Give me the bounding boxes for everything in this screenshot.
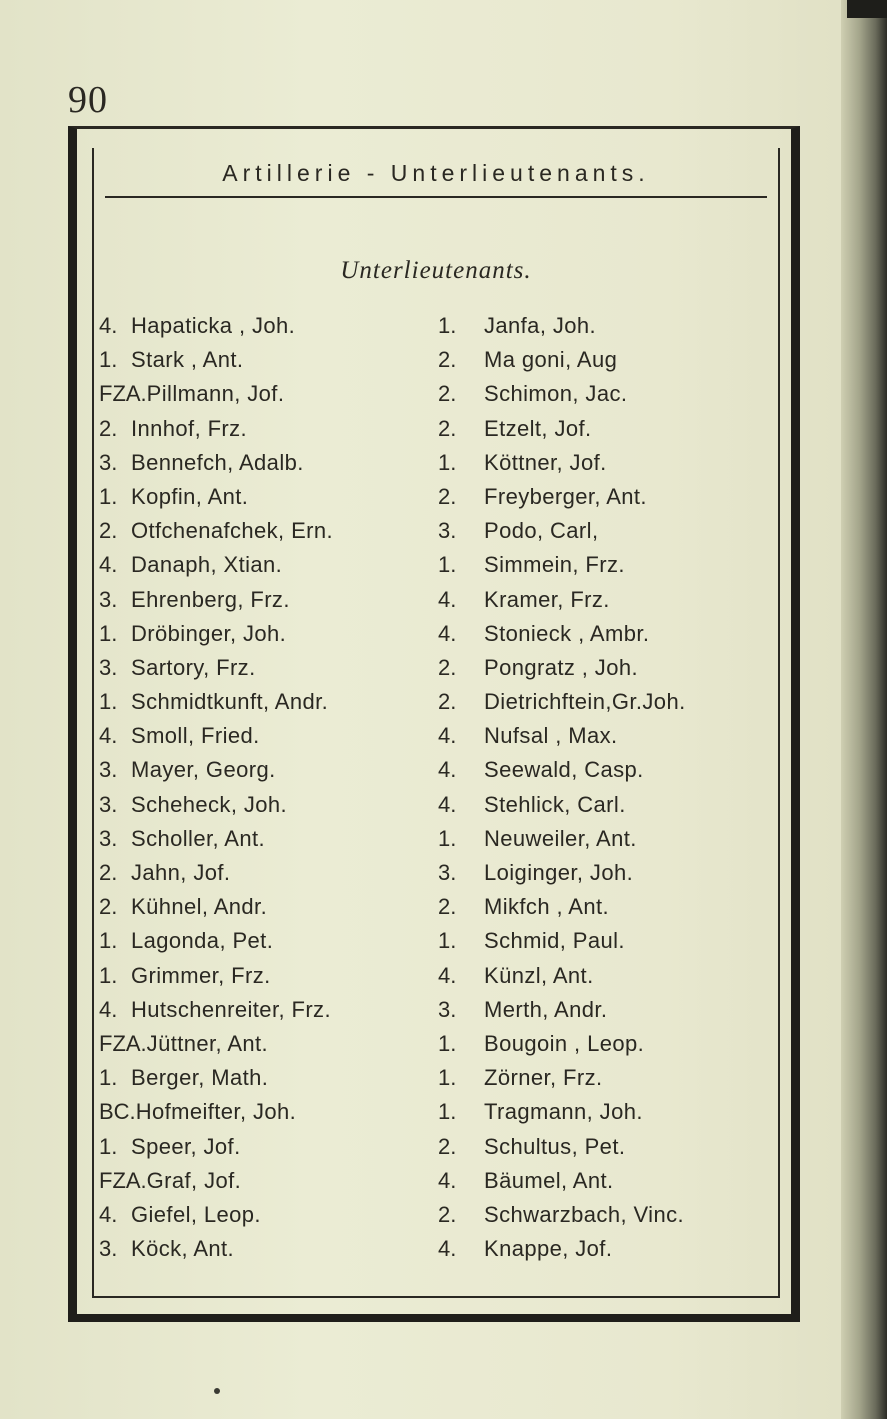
- entry-number: 1.: [99, 1065, 118, 1091]
- entry-name: Podo, Carl,: [484, 518, 599, 544]
- list-item: [438, 446, 686, 480]
- entry-number: 4.: [438, 586, 457, 612]
- list-item: [438, 1095, 686, 1129]
- list-item: [438, 412, 686, 446]
- entry-number: 4.: [99, 996, 118, 1022]
- header-rule: [105, 196, 767, 198]
- list-item: [438, 548, 686, 582]
- list-item: [438, 1164, 686, 1198]
- entry-name: Innhof, Frz.: [131, 415, 248, 441]
- entry-name: Janfa, Joh.: [484, 313, 597, 338]
- entry-name: Berger, Math.: [131, 1065, 269, 1091]
- list-item: [99, 685, 333, 719]
- list-item: [99, 446, 333, 480]
- entry-number: 2.: [438, 1133, 457, 1159]
- list-item: [438, 822, 686, 856]
- list-item: [99, 583, 333, 617]
- entry-name: Kopfin, Ant.: [131, 483, 249, 509]
- list-item: [99, 343, 333, 377]
- page-number: 90: [68, 79, 108, 121]
- entry-name: Jahn, Jof.: [131, 860, 231, 885]
- entry-number: 1.: [438, 825, 457, 851]
- entry-name: Simmein, Frz.: [484, 552, 625, 578]
- entry-number: 1.: [438, 1065, 457, 1091]
- list-item: [99, 959, 333, 993]
- list-item: [99, 1164, 333, 1198]
- entry-name: Giefel, Leop.: [131, 1201, 261, 1227]
- entry-number: 4.: [438, 962, 457, 988]
- entry-name: Knappe, Jof.: [484, 1236, 613, 1262]
- entry-number: 1.: [99, 689, 118, 715]
- entry-number: 3.: [438, 860, 457, 885]
- entry-name: Kramer, Frz.: [484, 586, 610, 612]
- entry-name: Hapaticka , Joh.: [131, 313, 296, 338]
- entry-number: 1.: [99, 962, 118, 988]
- list-item: [99, 309, 333, 343]
- list-item: [438, 1232, 686, 1266]
- list-item: [99, 514, 333, 548]
- entry-name: Danaph, Xtian.: [131, 552, 283, 578]
- list-item: [438, 1027, 686, 1061]
- list-item: [99, 1027, 333, 1061]
- list-item: [99, 822, 333, 856]
- left-column-list: [99, 309, 333, 1266]
- entry-number: 1.: [99, 1133, 118, 1159]
- list-item: [99, 1095, 333, 1129]
- entry-name: Bäumel, Ant.: [484, 1167, 614, 1193]
- entry-number: 4.: [438, 757, 457, 783]
- entry-number: 4.: [99, 552, 118, 578]
- entry-name: Speer, Jof.: [131, 1133, 241, 1159]
- entry-name: Scholler, Ant.: [131, 825, 266, 851]
- list-item: [99, 617, 333, 651]
- list-item: [438, 788, 686, 822]
- list-item: [99, 856, 333, 890]
- entry-number: 2.: [99, 894, 118, 920]
- list-item: [99, 480, 333, 514]
- entry-name: Bennefch, Adalb.: [131, 449, 304, 475]
- entry-name: Schwarzbach, Vinc.: [484, 1201, 685, 1227]
- entry-number: 2.: [99, 415, 118, 441]
- entry-number: 2.: [438, 654, 457, 680]
- section-title: Unterlieutenants.: [340, 257, 532, 284]
- entry-name: Lagonda, Pet.: [131, 928, 274, 954]
- list-item: [99, 1232, 333, 1266]
- entry-number: 3.: [438, 518, 457, 544]
- list-item: [99, 788, 333, 822]
- entry-name: Tragmann, Joh.: [484, 1099, 643, 1125]
- entry-number: 1.: [438, 1030, 457, 1056]
- entry-number: 4.: [438, 723, 457, 749]
- entry-name: Hofmeifter, Joh.: [135, 1099, 297, 1125]
- entry-number: FZA.: [99, 1167, 147, 1193]
- entry-number: 3.: [99, 825, 118, 851]
- list-item: [438, 719, 686, 753]
- entry-number: 1.: [438, 928, 457, 954]
- entry-name: Köttner, Jof.: [484, 449, 607, 475]
- entry-number: 2.: [438, 483, 457, 509]
- entry-name: Schultus, Pet.: [484, 1133, 626, 1159]
- list-item: [438, 617, 686, 651]
- entry-name: Seewald, Casp.: [484, 757, 644, 783]
- entry-name: Zörner, Frz.: [484, 1065, 603, 1091]
- entry-number: 4.: [438, 620, 457, 646]
- entry-number: BC.: [99, 1099, 136, 1125]
- entry-name: Dietrichftein,Gr.Joh.: [484, 689, 686, 715]
- entry-name: Mayer, Georg.: [131, 757, 276, 783]
- list-item: [438, 685, 686, 719]
- entry-name: Freyberger, Ant.: [484, 483, 647, 509]
- entry-number: 2.: [438, 1201, 457, 1227]
- header-title: Artillerie - Unterlieutenants.: [222, 160, 650, 186]
- list-item: [438, 583, 686, 617]
- entry-name: Loiginger, Joh.: [484, 860, 634, 885]
- entry-number: 2.: [438, 415, 457, 441]
- entry-name: Graf, Jof.: [146, 1167, 242, 1193]
- entry-number: 2.: [99, 518, 118, 544]
- list-item: [438, 959, 686, 993]
- entry-number: 2.: [438, 894, 457, 920]
- entry-name: Ma goni, Aug: [484, 347, 618, 373]
- list-item: [438, 753, 686, 787]
- list-item: [438, 993, 686, 1027]
- entry-number: 1.: [99, 347, 118, 373]
- list-item: [99, 924, 333, 958]
- entry-number: FZA.: [99, 381, 147, 407]
- entry-name: Nufsal , Max.: [484, 723, 618, 749]
- ink-speck: [214, 1388, 220, 1394]
- entry-name: Merth, Andr.: [484, 996, 608, 1022]
- list-item: [438, 480, 686, 514]
- entry-name: Künzl, Ant.: [484, 962, 594, 988]
- right-column-list: [438, 309, 686, 1266]
- list-item: [438, 651, 686, 685]
- entry-number: 4.: [438, 1167, 457, 1193]
- entry-number: 4.: [99, 313, 118, 338]
- entry-number: 4.: [99, 1201, 118, 1227]
- entry-name: Kühnel, Andr.: [131, 894, 268, 920]
- entry-number: 2.: [438, 689, 457, 715]
- entry-name: Ehrenberg, Frz.: [131, 586, 290, 612]
- entry-number: 1.: [438, 552, 457, 578]
- entry-number: FZA.: [99, 1030, 147, 1056]
- entry-number: 2.: [99, 860, 118, 885]
- list-item: [438, 1130, 686, 1164]
- list-item: [438, 1198, 686, 1232]
- entry-name: Scheheck, Joh.: [131, 791, 288, 817]
- list-item: [99, 412, 333, 446]
- entry-name: Sartory, Frz.: [131, 654, 256, 680]
- entry-name: Etzelt, Jof.: [484, 415, 592, 441]
- entry-number: 3.: [99, 1236, 118, 1262]
- list-item: [99, 377, 333, 411]
- entry-number: 4.: [99, 723, 118, 749]
- entry-number: 3.: [99, 586, 118, 612]
- entry-name: Köck, Ant.: [131, 1236, 235, 1262]
- entry-name: Hutschenreiter, Frz.: [131, 996, 331, 1022]
- list-item: [438, 1061, 686, 1095]
- entry-number: 2.: [438, 347, 457, 373]
- entry-name: Bougoin , Leop.: [484, 1030, 645, 1056]
- list-item: [99, 753, 333, 787]
- entry-name: Dröbinger, Joh.: [131, 620, 287, 646]
- entry-number: 4.: [438, 1236, 457, 1262]
- entry-name: Smoll, Fried.: [131, 723, 260, 749]
- entry-number: 1.: [99, 928, 118, 954]
- list-item: [99, 719, 333, 753]
- list-item: [99, 993, 333, 1027]
- entry-name: Otfchenafchek, Ern.: [131, 518, 334, 544]
- entry-name: Schimon, Jac.: [484, 381, 628, 407]
- list-item: [99, 548, 333, 582]
- entry-name: Schmidtkunft, Andr.: [131, 689, 329, 715]
- entry-name: Pillmann, Jof.: [146, 381, 285, 407]
- entry-name: Stonieck , Ambr.: [484, 620, 650, 646]
- entry-number: 1.: [99, 620, 118, 646]
- entry-name: Stehlick, Carl.: [484, 791, 626, 817]
- list-item: [99, 890, 333, 924]
- list-item: [438, 514, 686, 548]
- page-corner-shadow: [847, 0, 887, 18]
- list-item: [99, 1198, 333, 1232]
- list-item: [99, 1061, 333, 1095]
- entry-name: Stark , Ant.: [131, 347, 244, 373]
- list-item: [99, 651, 333, 685]
- entry-name: Pongratz , Joh.: [484, 654, 638, 680]
- entry-number: 1.: [99, 483, 118, 509]
- entry-number: 3.: [438, 996, 457, 1022]
- list-item: [438, 890, 686, 924]
- list-item: [99, 1130, 333, 1164]
- entry-name: Mikfch , Ant.: [484, 894, 610, 920]
- entry-number: 1.: [438, 1099, 457, 1125]
- list-item: [438, 343, 686, 377]
- entry-name: Jüttner, Ant.: [146, 1030, 269, 1056]
- entry-name: Neuweiler, Ant.: [484, 825, 637, 851]
- entry-number: 3.: [99, 449, 118, 475]
- entry-number: 3.: [99, 654, 118, 680]
- entry-name: Grimmer, Frz.: [131, 962, 271, 988]
- entry-number: 2.: [438, 381, 457, 407]
- list-item: [438, 377, 686, 411]
- list-item: [438, 924, 686, 958]
- entry-name: Schmid, Paul.: [484, 928, 625, 954]
- entry-number: 3.: [99, 791, 118, 817]
- entry-number: 1.: [438, 313, 457, 338]
- entry-number: 1.: [438, 449, 457, 475]
- list-item: [438, 856, 686, 890]
- entry-number: 4.: [438, 791, 457, 817]
- list-item: [438, 309, 686, 343]
- page-binding-edge: [841, 0, 887, 1419]
- entry-number: 3.: [99, 757, 118, 783]
